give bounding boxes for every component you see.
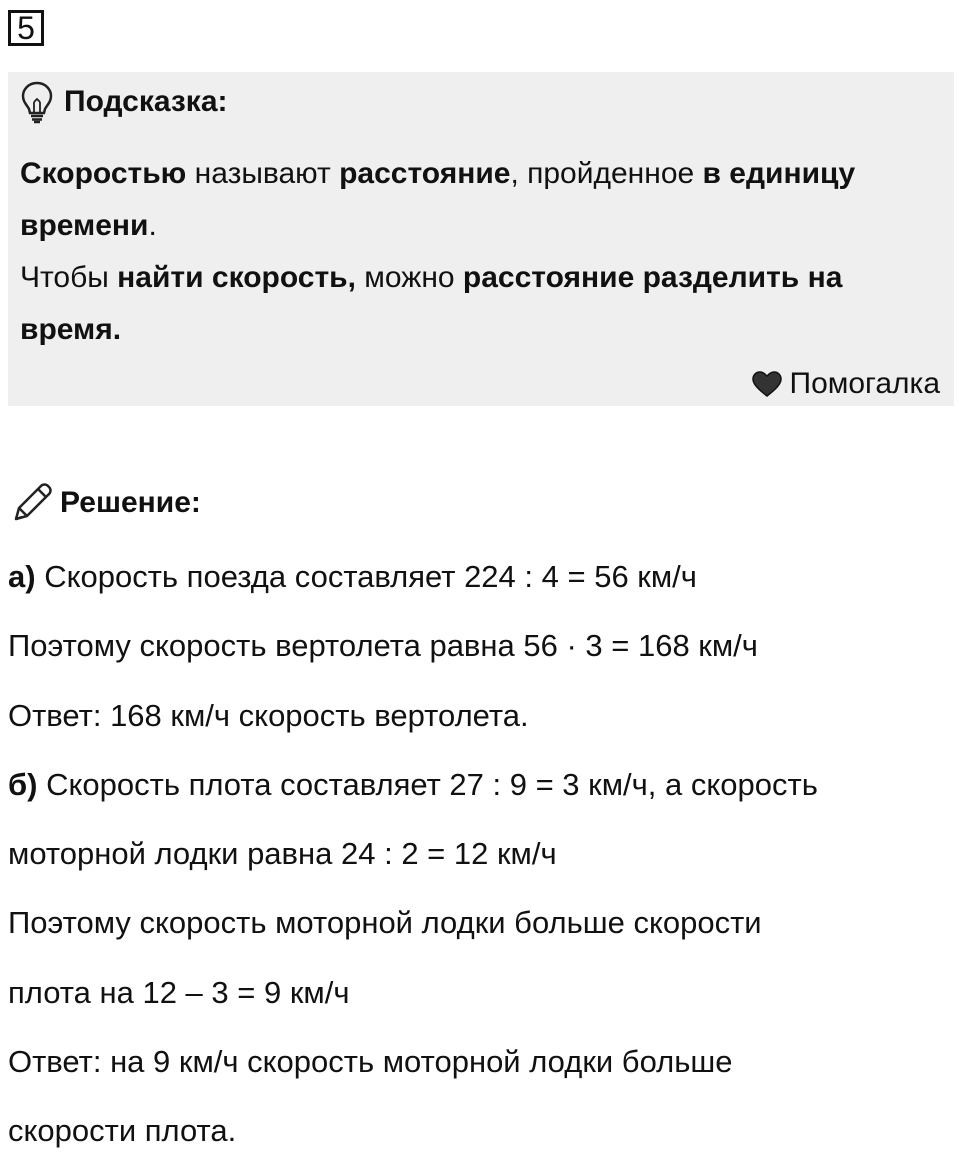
hint-term-find-speed: найти скорость,	[117, 261, 356, 294]
hint-term-distance: расстояние	[339, 157, 511, 190]
solution-line-text: Поэтому скорость моторной лодки больше скорости	[8, 905, 762, 941]
solution-line-text: скорости плота.	[8, 1113, 237, 1149]
solution-body	[8, 542, 954, 1166]
lightbulb-icon	[20, 80, 54, 124]
hint-title: Подсказка:	[64, 85, 228, 118]
hint-paragraph-rule	[20, 252, 940, 356]
pencil-icon	[10, 481, 54, 525]
solution-line-text: Ответ: 168 км/ч скорость вертолета.	[8, 697, 529, 733]
hint-box	[8, 72, 954, 406]
solution-line-text: Ответ: на 9 км/ч скорость моторной лодки больше	[8, 1044, 733, 1080]
solution-line-text: моторной лодки равна 24 : 2 = 12 км/ч	[8, 836, 557, 872]
solution-line	[8, 1027, 954, 1096]
hint-text-segment: можно	[355, 261, 463, 294]
hint-header	[20, 80, 228, 124]
hint-text-segment: называют	[186, 157, 340, 190]
hint-paragraph-definition	[20, 148, 940, 252]
hint-text-segment: .	[148, 209, 157, 242]
solution-line	[8, 611, 954, 680]
task-number: 5	[8, 10, 44, 46]
part-label: а)	[8, 559, 36, 594]
heart-icon	[752, 371, 782, 397]
solution-line-text: плота на 12 – 3 = 9 км/ч	[8, 974, 350, 1010]
hint-text	[20, 148, 940, 356]
hint-term-speed: Скоростью	[20, 157, 187, 190]
brand-name: Помогалка	[789, 367, 940, 400]
solution-line-text: Поэтому скорость вертолета равна 56 · 3 = 168 км/ч	[8, 628, 758, 664]
solution-line	[8, 888, 954, 957]
solution-line	[8, 1096, 954, 1165]
brand-label	[752, 366, 941, 402]
solution-line	[8, 542, 954, 611]
solution-line	[8, 681, 954, 750]
hint-text-segment: Чтобы	[20, 261, 118, 294]
hint-term-divide: расстояние разделить на время.	[20, 261, 843, 346]
solution-title: Решение:	[60, 486, 201, 519]
part-label: б)	[8, 766, 38, 802]
solution-line-text: Скорость поезда составляет 224 : 4 = 56 км/ч	[35, 559, 697, 594]
solution-line	[8, 958, 954, 1027]
hint-term-unit-time: в единицу времени	[20, 157, 856, 242]
solution-line-text: Скорость плота составляет 27 : 9 = 3 км/ч, а скорость	[37, 766, 818, 802]
hint-text-segment: , пройденное	[510, 157, 703, 190]
solution-line	[8, 750, 954, 819]
solution-header	[10, 478, 201, 528]
solution-line	[8, 819, 954, 888]
